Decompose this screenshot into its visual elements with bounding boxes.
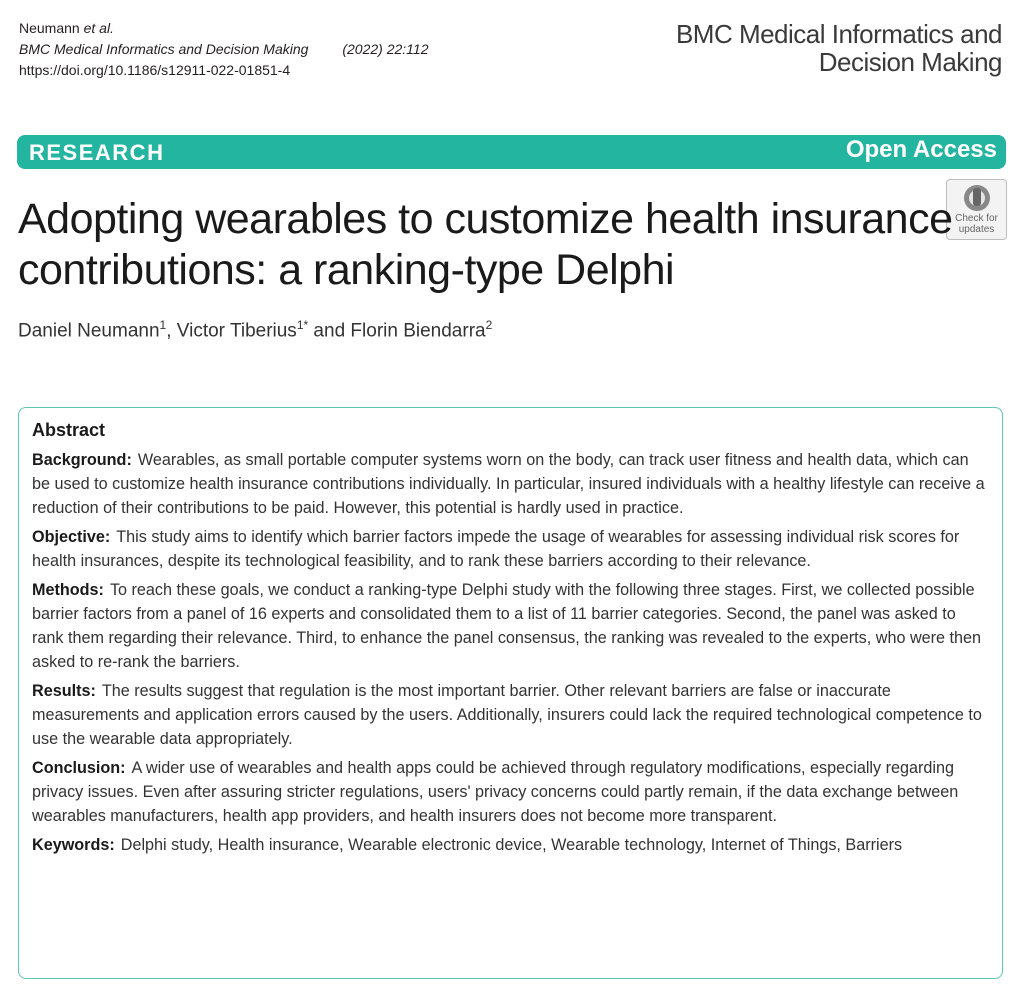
author-list	[18, 318, 492, 342]
citation-et-al: et al.	[83, 20, 114, 36]
open-access-label: Open Access	[845, 136, 997, 163]
citation-volume: (2022) 22:112	[342, 41, 429, 57]
abstract-conclusion	[32, 756, 988, 828]
abstract-background	[32, 448, 988, 520]
citation-journal-line	[19, 39, 428, 60]
abstract-results	[32, 679, 988, 751]
article-title: Adopting wearables to customize health insurance contributions: a ranking-type Delphi	[18, 195, 953, 294]
article-type-banner	[17, 135, 1006, 169]
section-text: This study aims to identify which barrier factors impede the usage of wearables for assessing individual risk scores for health insurances, despite its technological feasibility, and to rank these barriers according to their relevance.	[32, 528, 960, 570]
citation-block	[19, 18, 428, 81]
section-text: A wider use of wearables and health apps could be achieved through regulatory modifications, especially regarding privacy issues. Even after assuring stricter regulations, users' privacy concerns could partly remain, if the data exchange between wearables manufacturers, health app providers, and health insurers does not become more transparent.	[32, 759, 959, 825]
author-name[interactable]: Florin Biendarra	[350, 320, 486, 342]
abstract-heading: Abstract	[32, 420, 106, 440]
section-text: Delphi study, Health insurance, Wearable electronic device, Wearable technology, Internet of Things, Barriers	[120, 836, 903, 854]
section-text: Wearables, as small portable computer systems worn on the body, can track user fitness and health data, which can be used to customize health insurance contributions individually. In particular, insured individuals with a healthy lifestyle can receive a reduction of their contributions to be paid. However, this potential is hardly used in practice.	[32, 451, 985, 517]
section-label: Methods:	[32, 581, 104, 599]
abstract-keywords	[32, 833, 988, 857]
section-label: Background:	[32, 451, 132, 469]
author-affiliation: 1*	[296, 318, 309, 332]
abstract-box	[18, 407, 1003, 979]
section-label: Objective:	[32, 528, 111, 546]
article-type-label: RESEARCH	[29, 140, 165, 165]
citation-author-line	[19, 18, 428, 39]
journal-title: BMC Medical Informatics and Decision Making	[675, 19, 1002, 77]
author-separator: and	[308, 320, 351, 342]
section-label: Keywords:	[32, 836, 115, 854]
section-text: The results suggest that regulation is the most important barrier. Other relevant barriers are false or inaccurate measurements and application errors caused by the users. Additionally, insurers could lack the required technological competence to use the wearable data appropriately.	[32, 682, 982, 748]
section-label: Conclusion:	[32, 759, 126, 777]
check-for-updates-line1: Check for	[955, 213, 998, 224]
author-name[interactable]: Daniel Neumann	[18, 320, 160, 342]
abstract-methods	[32, 578, 988, 674]
section-text: To reach these goals, we conduct a ranking-type Delphi study with the following three stages. First, we collected possible barrier factors from a panel of 16 experts and consolidated them to a list of 11 barrier categories. Second, the panel was asked to rank them regarding their relevance. Third, to enhance the panel consensus, the ranking was revealed to the experts, who were then asked to re-rank the barriers.	[32, 581, 982, 671]
section-label: Results:	[32, 682, 96, 700]
check-for-updates-line2: updates	[958, 224, 995, 235]
author-separator: ,	[166, 320, 177, 342]
citation-author: Neumann	[19, 20, 80, 36]
abstract-objective	[32, 525, 988, 573]
citation-doi[interactable]: https://doi.org/10.1186/s12911-022-01851-4	[19, 62, 291, 78]
author-affiliation: 1	[159, 318, 167, 332]
author-name[interactable]: Victor Tiberius	[176, 320, 297, 342]
citation-journal: BMC Medical Informatics and Decision Making	[19, 41, 309, 57]
author-affiliation: 2	[485, 318, 493, 332]
